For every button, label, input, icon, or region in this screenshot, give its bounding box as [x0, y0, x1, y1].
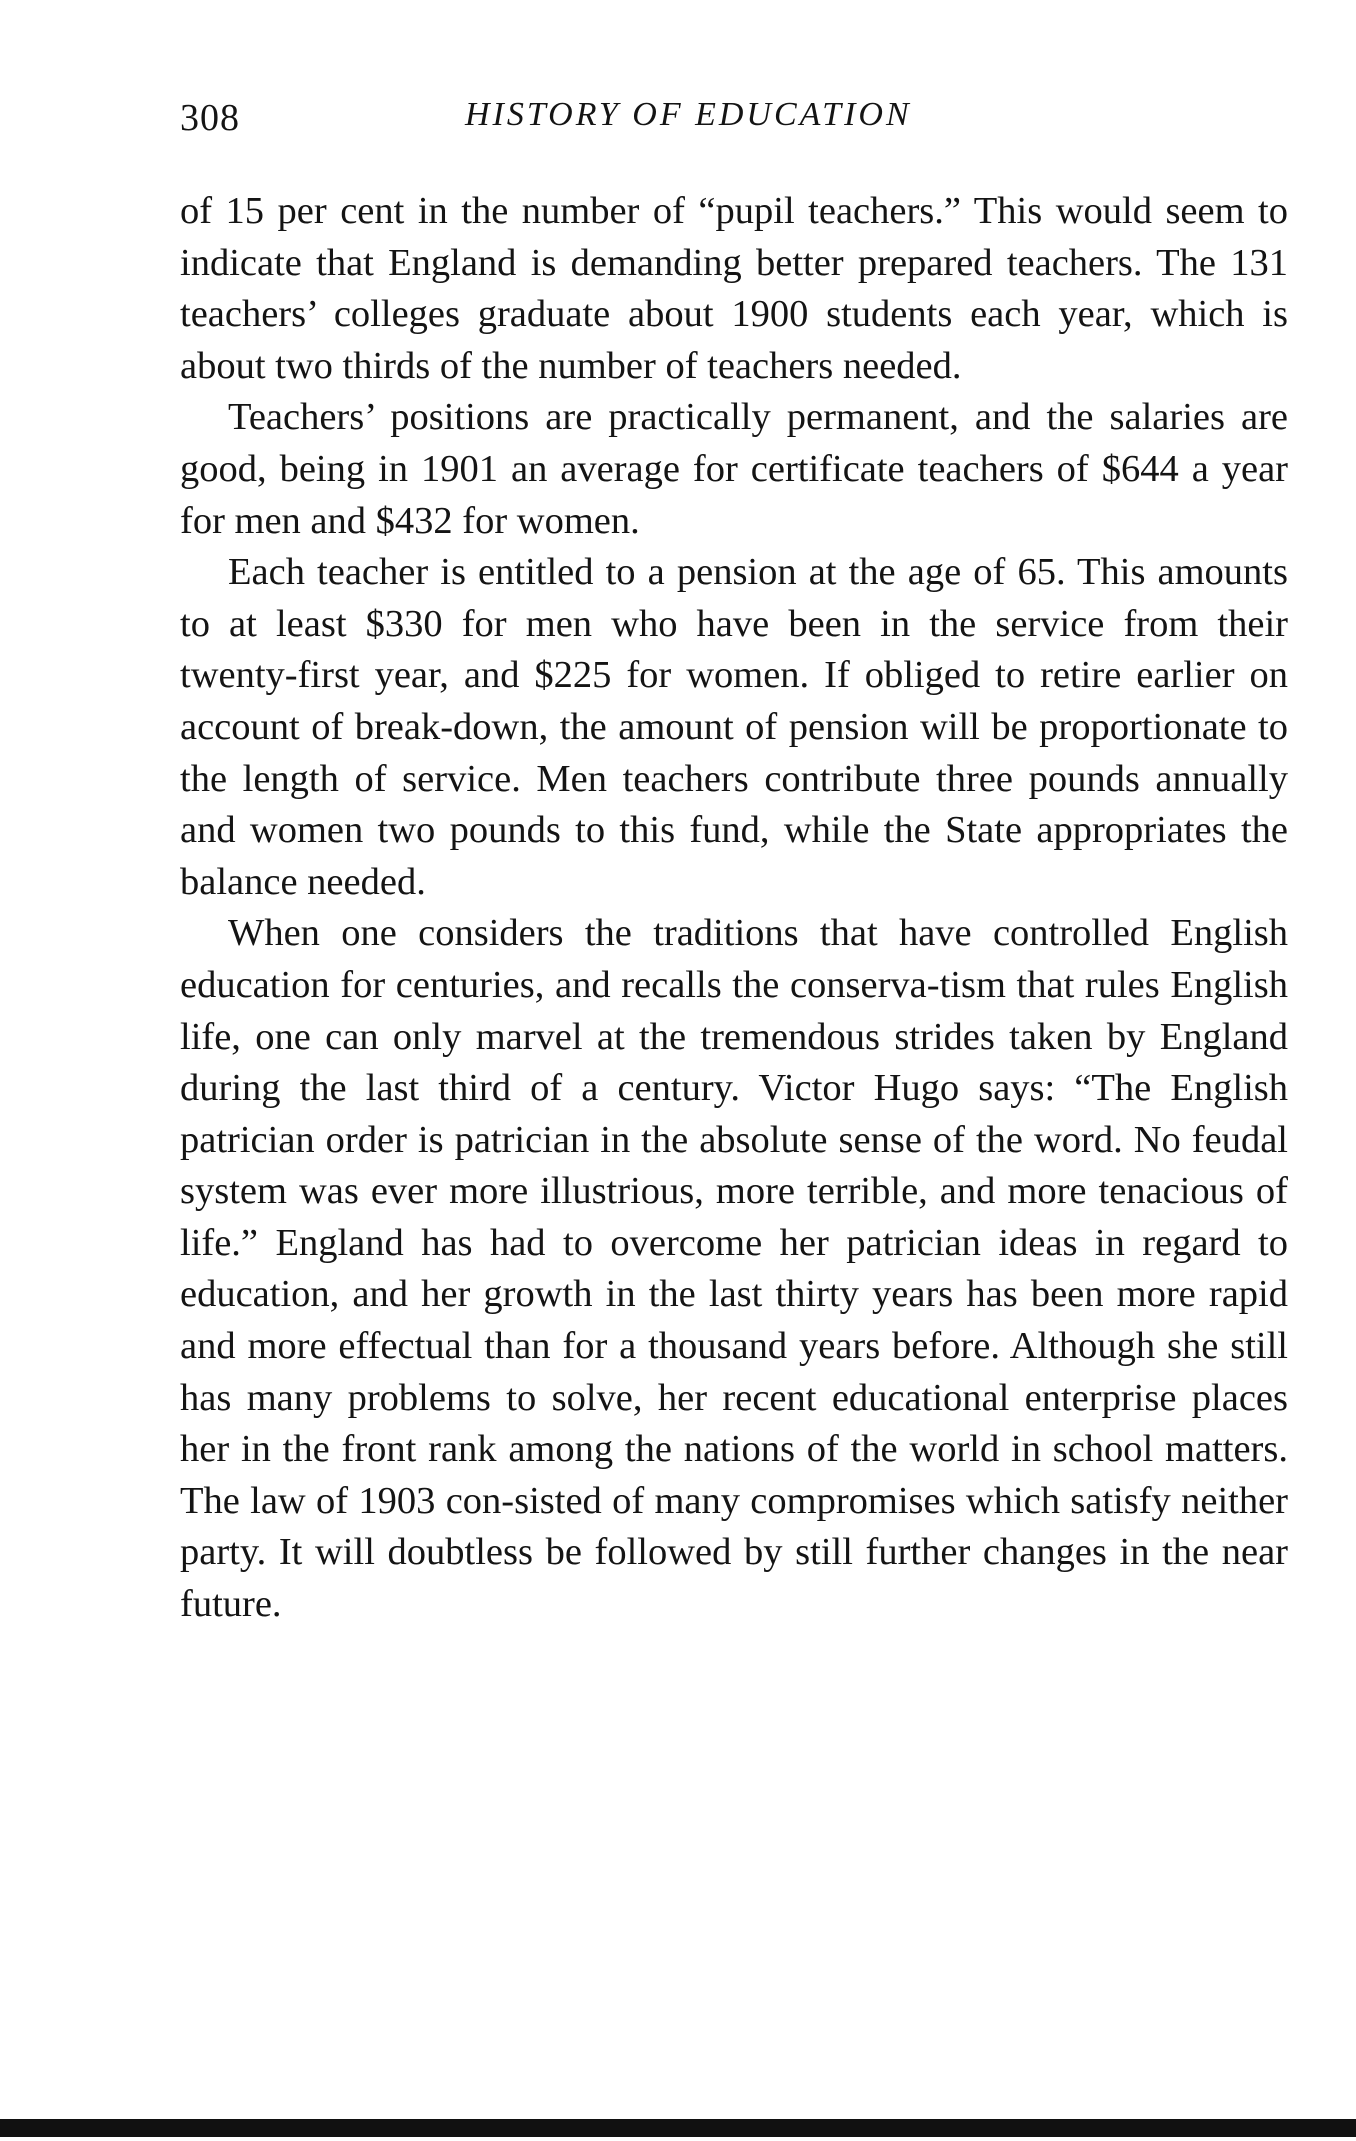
body-text	[180, 186, 1288, 1631]
page-number: 308	[180, 97, 240, 139]
running-title: HISTORY OF EDUCATION	[465, 96, 912, 133]
running-header	[180, 96, 1288, 152]
paragraph-pension: Each teacher is entitled to a pension at the age of 65. This amounts to at least $330 for men who have been in the service from their twenty-first year, and $225 for women. If obliged to retire earlier on account of break-down, the amount of pension will be proportionate to the length of service. Men teachers contribute three pounds annually and women two pounds to this fund, while the State appropriates the balance needed.	[180, 551, 1288, 903]
paragraph-salaries: Teachers’ positions are practically permanent, and the salaries are good, being in 1901 an average for certificate teachers of $644 a year for men and $432 for women.	[180, 396, 1288, 542]
paragraph-english-education: When one considers the traditions that have controlled English education for centuries, and recalls the conserva-tism that rules English life, one can only marvel at the tremendous strides taken by England during the last third of a century. Victor Hugo says: “The English patrician order is patrician in the absolute sense of the word. No feudal system was ever more illustrious, more terrible, and more tenacious of life.” England has had to overcome her patrician ideas in regard to education, and her growth in the last thirty years has been more rapid and more effectual than for a thousand years before. Although she still has many problems to solve, her recent educational enterprise places her in the front rank among the nations of the world in school matters. The law of 1903 con-sisted of many compromises which satisfy neither party. It will doubtless be followed by still further changes in the near future.	[180, 912, 1288, 1626]
bottom-scan-border	[0, 2119, 1356, 2137]
paragraph-pupil-teachers: of 15 per cent in the number of “pupil teachers.” This would seem to indicate that England is demanding better prepared teachers. The 131 teachers’ colleges graduate about 1900 students each year, which is about two thirds of the number of teachers needed.	[180, 190, 1288, 387]
